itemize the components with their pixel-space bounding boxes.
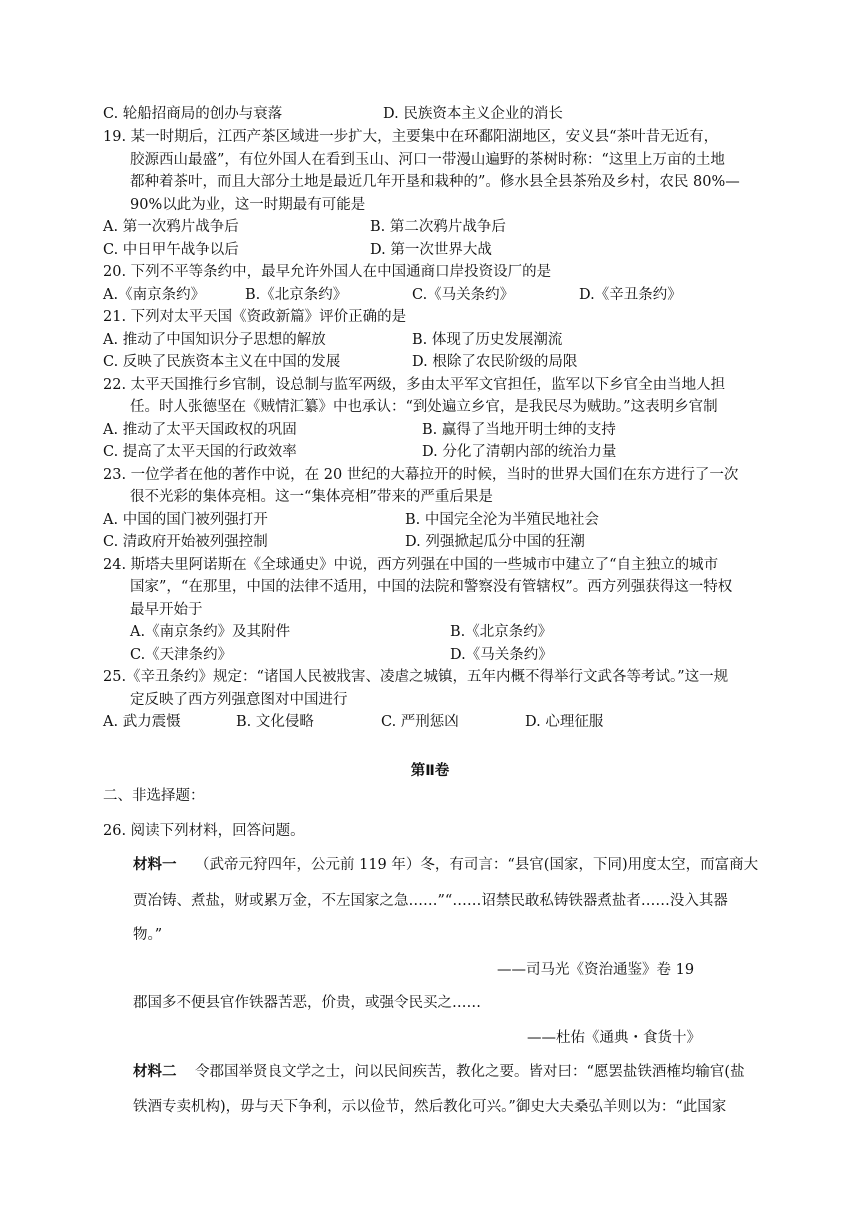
q24-option-c: C.《天津条约》: [130, 647, 233, 663]
q23-option-a: A. 中国的国门被列强打开: [103, 512, 268, 528]
q25-stem-line-1: 25.《辛丑条约》规定：“诸国人民被戕害、凌虐之城镇，五年内概不得举行文武各等考试。”这一规: [103, 669, 729, 685]
q25-option-d: D. 心理征服: [525, 714, 604, 730]
q19-option-a: A. 第一次鸦片战争后: [103, 219, 239, 235]
q18-option-c: C. 轮船招商局的创办与衰落: [103, 106, 283, 122]
q23-option-c: C. 清政府开始被列强控制: [103, 534, 268, 550]
material-one-line-3: 物。”: [133, 927, 163, 943]
material-one-line-2: 贾冶铸、煮盐，财或累万金，不左国家之急……”“……诏禁民敢私铸铁器煮盐者……没入其器: [133, 893, 728, 909]
q23-stem-line-1: 23. 一位学者在他的著作中说，在 20 世纪的大幕拉开的时候，当时的世界大国们在东方进行了一次: [103, 467, 739, 483]
material-one-source-1: ——司马光《资治通鉴》卷 19: [497, 962, 695, 978]
q24-stem-line-2: 国家”，“在那里，中国的法律不适用，中国的法院和警察没有管辖权”。西方列强获得这一特权: [130, 579, 733, 595]
q21-stem: 21. 下列对太平天国《资政新篇》评价正确的是: [103, 309, 407, 325]
material-two-line-1: 令郡国举贤良文学之士，问以民间疾苦，教化之要。皆对曰：“愿罢盐铁酒榷均输官(盐: [195, 1064, 745, 1080]
q19-stem-line-4: 90%以此为业，这一时期最有可能是: [130, 197, 366, 213]
q20-option-d: D.《辛丑条约》: [579, 287, 682, 303]
q23-option-d: D. 列强掀起瓜分中国的狂潮: [405, 534, 585, 550]
q24-stem-line-1: 24. 斯塔夫里阿诺斯在《全球通史》中说，西方列强在中国的一些城市中建立了“自主独立的城市: [103, 557, 719, 573]
q19-option-b: B. 第二次鸦片战争后: [370, 219, 506, 235]
q19-option-c: C. 中日甲午战争以后: [103, 242, 239, 258]
q20-option-a: A.《南京条约》: [103, 287, 206, 303]
q22-option-b: B. 赢得了当地开明士绅的支持: [422, 422, 616, 438]
q24-option-b: B.《北京条约》: [450, 624, 553, 640]
q22-option-a: A. 推动了太平天国政权的巩固: [103, 422, 297, 438]
q21-option-b: B. 体现了历史发展潮流: [412, 332, 563, 348]
q25-stem-line-2: 定反映了西方列强意图对中国进行: [130, 692, 348, 708]
q23-stem-line-2: 很不光彩的集体亮相。这一“集体亮相”带来的严重后果是: [130, 489, 493, 505]
q24-option-a: A.《南京条约》及其附件: [130, 624, 291, 640]
q19-stem-line-3: 都种着茶叶，而且大部分土地是最近几年开垦和栽种的”。修水县全县茶殆及乡村，农民 80%—: [130, 174, 740, 190]
material-one-line-1: （武帝元狩四年，公元前 119 年）冬，有司言：“县官(国家，下同)用度太空，而富商大: [195, 857, 759, 873]
material-one-label: 材料一: [133, 857, 177, 873]
q26-stem: 26. 阅读下列材料，回答问题。: [103, 823, 305, 839]
part-two-title: 第Ⅱ卷: [410, 763, 450, 779]
q21-option-d: D. 根除了农民阶级的局限: [412, 354, 578, 370]
q22-stem-line-1: 22. 太平天国推行乡官制，设总制与监军两级，多由太平军文官担任，监军以下乡官全由当地人担: [103, 377, 726, 393]
q19-option-d: D. 第一次世界大战: [370, 242, 492, 258]
q22-option-c: C. 提高了太平天国的行政效率: [103, 444, 297, 460]
q19-stem-line-1: 19. 某一时期后，江西产茶区域进一步扩大，主要集中在环鄱阳湖地区，安义县“茶叶昔无近有，: [103, 129, 719, 145]
q24-stem-line-3: 最早开始于: [130, 602, 203, 618]
q22-stem-line-2: 任。时人张德坚在《贼情汇纂》中也承认：“到处遍立乡官，是我民尽为贼助。”这表明乡官制: [130, 399, 718, 415]
q19-stem-line-2: 胶源西山最盛”，有位外国人在看到玉山、河口一带漫山遍野的茶树时称：“这里上万亩的土地: [130, 152, 725, 168]
material-two-label: 材料二: [133, 1064, 177, 1080]
material-two-line-2: 铁酒专卖机构)，毋与天下争利，示以俭节，然后教化可兴。”御史大夫桑弘羊则以为：“此国家: [133, 1099, 727, 1115]
q21-option-a: A. 推动了中国知识分子思想的解放: [103, 332, 326, 348]
q20-stem: 20. 下列不平等条约中，最早允许外国人在中国通商口岸投资设厂的是: [103, 264, 552, 280]
q18-option-d: D. 民族资本主义企业的消长: [383, 106, 563, 122]
material-one-source-2: ——杜佑《通典・食货十》: [527, 1030, 701, 1046]
q25-option-b: B. 文化侵略: [236, 714, 314, 730]
q23-option-b: B. 中国完全沦为半殖民地社会: [405, 512, 599, 528]
q20-option-c: C.《马关条约》: [412, 287, 515, 303]
q25-option-c: C. 严刑惩凶: [381, 714, 459, 730]
q20-option-b: B.《北京条约》: [245, 287, 348, 303]
q21-option-c: C. 反映了民族资本主义在中国的发展: [103, 354, 341, 370]
section-heading: 二、非选择题：: [103, 788, 205, 804]
q25-option-a: A. 武力震慑: [103, 714, 181, 730]
q22-option-d: D. 分化了清朝内部的统治力量: [422, 444, 617, 460]
material-one-line-4: 郡国多不便县官作铁器苦恶，价贵，或强令民买之……: [133, 995, 481, 1011]
q24-option-d: D.《马关条约》: [450, 647, 553, 663]
